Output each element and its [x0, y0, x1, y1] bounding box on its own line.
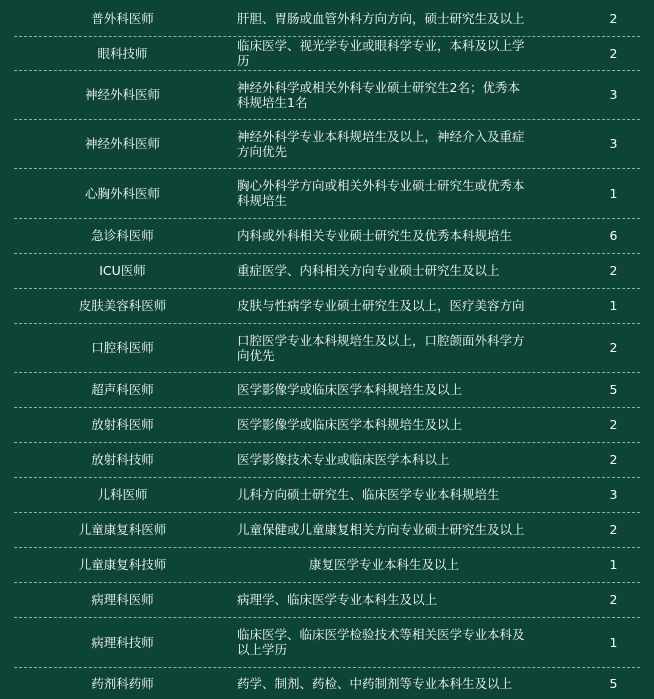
requirement-cell: 神经外科学专业本科规培生及以上，神经介入及重症方向优先: [237, 128, 525, 159]
position-cell: 眼科技师: [97, 45, 148, 61]
position-cell: 放射科医师: [91, 417, 154, 432]
requirement-cell: 内科或外科相关专业硕士研究生及优秀本科规培生: [237, 228, 513, 243]
requirement-cell: 口腔医学专业本科规培生及以上，口腔颌面外科学方向优先: [237, 332, 525, 363]
position-cell: 急诊科医师: [91, 228, 154, 243]
requirement-cell: 肝胆、胃肠或血管外科方向方向，硕士研究生及以上: [237, 10, 525, 26]
position-cell: 口腔科医师: [91, 340, 154, 355]
count-cell: 2: [609, 263, 618, 278]
position-cell: 病理科技师: [91, 634, 154, 650]
count-cell: 2: [609, 522, 618, 537]
count-cell: 2: [609, 340, 618, 355]
count-cell: 1: [609, 557, 618, 572]
position-cell: 儿童康复科技师: [78, 557, 167, 572]
requirement-cell: 病理学、临床医学专业本科生及以上: [237, 592, 438, 607]
requirement-cell: 临床医学、视光学专业或眼科学专业，本科及以上学历: [237, 38, 525, 68]
position-cell: 皮肤美容科医师: [78, 298, 167, 313]
count-cell: 5: [609, 382, 618, 397]
count-cell: 2: [609, 452, 618, 467]
table-row: [14, 168, 640, 218]
count-cell: 1: [609, 298, 618, 313]
table-row: [14, 477, 640, 512]
count-cell: 2: [609, 417, 618, 432]
count-cell: 3: [609, 87, 618, 102]
requirement-cell: 药学、制剂、药检、中药制剂等专业本科生及以上: [237, 675, 513, 691]
requirement-cell: 医学影像学或临床医学本科规培生及以上: [237, 417, 463, 432]
requirement-cell: 儿科方向硕士研究生、临床医学专业本科规培生: [237, 487, 500, 502]
table-row: [14, 253, 640, 288]
count-cell: 3: [609, 487, 618, 502]
table-row: [14, 547, 640, 582]
requirement-cell: 重症医学、内科相关方向专业硕士研究生及以上: [237, 263, 500, 278]
position-cell: 神经外科医师: [84, 87, 160, 102]
table-row: [14, 617, 640, 667]
count-cell: 1: [609, 634, 618, 650]
table-row: [14, 288, 640, 323]
table-row: [14, 442, 640, 477]
count-cell: 2: [609, 45, 618, 61]
requirement-cell: 医学影像技术专业或临床医学本科以上: [237, 452, 450, 467]
requirement-cell: 临床医学、临床医学检验技术等相关医学专业本科及以上学历: [237, 627, 525, 657]
table-row: [14, 407, 640, 442]
requirement-cell: 皮肤与性病学专业硕士研究生及以上，医疗美容方向: [237, 298, 525, 313]
table-row: [14, 119, 640, 168]
table-row: [14, 372, 640, 407]
requirement-cell: 医学影像学或临床医学本科规培生及以上: [237, 382, 463, 397]
count-cell: 3: [609, 136, 618, 151]
count-cell: 6: [609, 228, 618, 243]
table-row: [14, 667, 640, 699]
table-row: [14, 36, 640, 70]
count-cell: 2: [609, 10, 618, 26]
position-cell: 心胸外科医师: [84, 185, 160, 201]
table-row: [14, 512, 640, 547]
table-row: [14, 582, 640, 617]
position-cell: 病理科医师: [91, 592, 154, 607]
requirement-cell: 胸心外科学方向或相关外科专业硕士研究生或优秀本科规培生: [237, 178, 525, 208]
position-cell: 儿科医师: [97, 487, 148, 502]
requirement-cell: 儿童保健或儿童康复相关方向专业硕士研究生及以上: [237, 522, 525, 537]
table-row: [14, 323, 640, 372]
position-cell: 超声科医师: [91, 382, 154, 397]
table-row: [14, 218, 640, 253]
position-cell: ICU医师: [99, 263, 146, 278]
count-cell: 1: [609, 185, 618, 201]
position-cell: 药剂科药师: [91, 675, 154, 691]
position-cell: 神经外科医师: [84, 136, 160, 151]
count-cell: 5: [609, 675, 618, 691]
requirement-cell: 神经外科学或相关外科专业硕士研究生2名；优秀本科规培生1名: [237, 79, 520, 110]
position-cell: 儿童康复科医师: [78, 522, 167, 537]
table-row: [14, 70, 640, 119]
position-cell: 普外科医师: [91, 10, 154, 26]
position-cell: 放射科技师: [91, 452, 154, 467]
table-row: [14, 0, 640, 36]
count-cell: 2: [609, 592, 618, 607]
requirement-cell: 康复医学专业本科生及以上: [308, 557, 459, 572]
